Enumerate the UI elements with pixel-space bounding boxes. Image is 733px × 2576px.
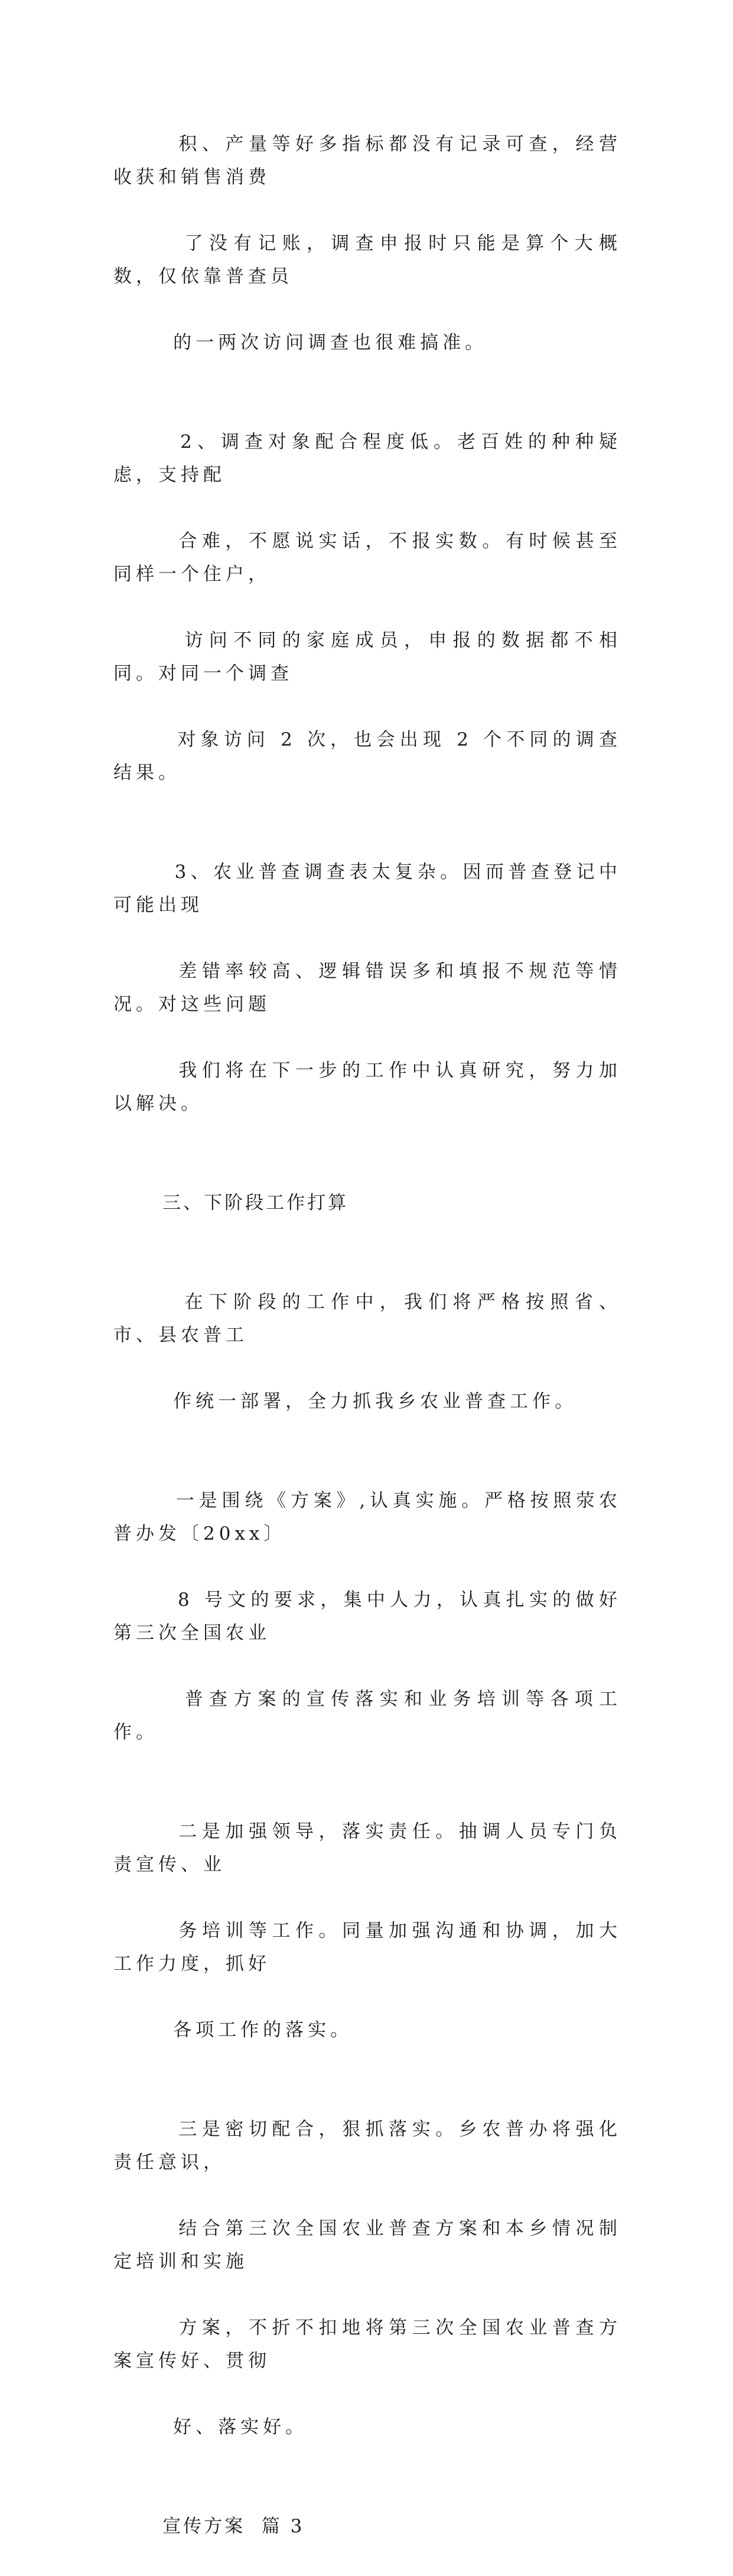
text-line: 作统一部署，全力抓我乡农业普查工作。 [173, 1391, 578, 1412]
paragraph-item-1 [113, 1451, 621, 1782]
text-line: 一是围绕《方案》,认真实施。严格按照荥农普办发〔20xx〕 [113, 1490, 622, 1544]
text-line: 8 号文的要求，集中人力，认真扎实的做好第三次全国农业 [113, 1589, 622, 1644]
text-line: 差错率较高、逻辑错误多和填报不规范等情况。对这些问题 [113, 961, 621, 1015]
text-line: 普查方案的宣传落实和业务培训等各项工作。 [113, 1689, 622, 1743]
paragraph-problem-2 [113, 392, 621, 822]
text-line: 务培训等工作。同量加强沟通和协调，加大工作力度，抓好 [113, 1920, 621, 1975]
text-line: 结合第三次全国农业普查方案和本乡情况制定培训和实施 [113, 2218, 621, 2272]
paragraph-item-2 [113, 1782, 621, 2080]
text-line: 方案，不折不扣地将第三次全国农业普查方案宣传好、贯彻 [113, 2317, 621, 2372]
text-line: 各项工作的落实。 [173, 2019, 353, 2041]
text-line: 三是密切配合，狠抓落实。乡农普办将强化责任意识， [113, 2119, 621, 2173]
paragraph-problem-3 [113, 822, 621, 1153]
text-line: 2、调查对象配合程度低。老百姓的种种疑虑，支持配 [113, 431, 621, 486]
text-line: 我们将在下一步的工作中认真研究，努力加以解决。 [113, 1060, 621, 1114]
heading-text: 三、下阶段工作打算 [162, 1192, 349, 1214]
text-line: 二是加强领导，落实责任。抽调人员专门负责宣传、业 [113, 1821, 621, 1875]
paragraph-continuation [113, 95, 621, 392]
text-line: 的一两次访问调查也很难搞准。 [173, 332, 488, 353]
text-line: 在下阶段的工作中，我们将严格按照省、市、县农普工 [113, 1292, 622, 1346]
next-section-title [113, 2477, 621, 2576]
section-heading-next-stage [113, 1153, 621, 1253]
text-line: 访问不同的家庭成员，申报的数据都不相同。对同一个调查 [113, 630, 622, 684]
section-title-text: 宣传方案 篇 3 [162, 2516, 305, 2537]
text-line: 合难，不愿说实话，不报实数。有时候甚至同样一个住户， [113, 531, 621, 585]
document-body [113, 95, 621, 2576]
paragraph-intro [113, 1253, 621, 1451]
paragraph-item-3 [113, 2080, 621, 2477]
text-line: 3、农业普查调查表太复杂。因而普查登记中可能出现 [113, 861, 621, 916]
text-line: 对象访问 2 次，也会出现 2 个不同的调查结果。 [113, 729, 621, 783]
text-line: 积、产量等好多指标都没有记录可查，经营收获和销售消费 [113, 134, 621, 188]
text-line: 了没有记账，调查申报时只能是算个大概数，仅依靠普查员 [113, 233, 622, 287]
text-line: 好、落实好。 [173, 2416, 308, 2438]
